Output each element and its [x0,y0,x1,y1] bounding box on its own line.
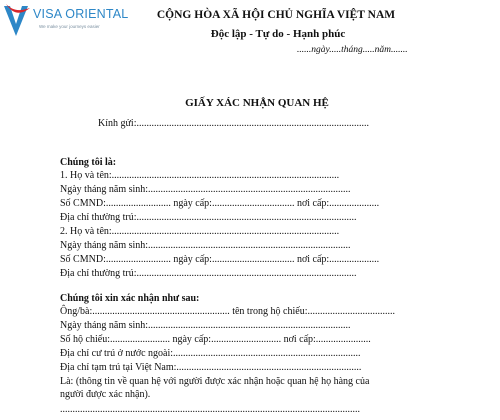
person1-address: Địa chỉ thường trú:........................................................................................ [60,212,357,223]
person1-dob: Ngày tháng năm sinh:................................................................................. [60,184,351,195]
document-title: GIẤY XÁC NHẬN QUAN HỆ [185,97,329,109]
confirm-line-vn-address: Địa chỉ tạm trú tại Việt Nam:.......................................................................... [60,362,362,373]
logo-tagline: We make your journeys easier [39,24,100,29]
section2-heading: Chúng tôi xin xác nhận như sau: [60,293,200,304]
person2-id: Số CMND:.......................... ngày cấp:................................. nơi cấp:.................... [60,254,380,265]
recipient-line: Kính gửi:............................................................................................. [98,118,369,129]
confirm-line-blank: ........................................................................................................................ [60,404,360,415]
person1-name: 1. Họ và tên:........................................................................................... [60,170,340,181]
person2-address: Địa chỉ thường trú:........................................................................................ [60,268,357,279]
person2-name: 2. Họ và tên:........................................................................................... [60,226,340,237]
confirm-line-relation: Là: (thông tin về quan hệ với người được xác nhận hoặc quan hệ họ hàng của [60,376,370,387]
person1-id: Số CMND:.......................... ngày cấp:................................. nơi cấp:.................... [60,198,380,209]
section1-heading: Chúng tôi là: [60,157,117,168]
logo-brand-text: VISA ORIENTAL [33,7,129,21]
confirm-line-abroad-address: Địa chỉ cư trú ở nước ngoài:........................................................................... [60,348,361,359]
confirm-line-relation-cont: người được xác nhận). [60,389,151,400]
person2-dob: Ngày tháng năm sinh:................................................................................. [60,240,351,251]
confirm-line-passport: Số hộ chiếu:........................ ngày cấp:............................ nơi cấp:...................... [60,334,371,345]
nation-header: CỘNG HÒA XÃ HỘI CHỦ NGHĨA VIỆT NAM [156,9,396,21]
confirm-line-dob: Ngày tháng năm sinh:................................................................................. [60,320,351,331]
confirm-line-name: Ông/bà:....................................................... tên trong hộ chiếu:................................... [60,306,395,317]
motto-header: Độc lập - Tự do - Hạnh phúc [210,28,346,40]
date-line: ......ngày.....tháng.....năm....... [297,45,408,55]
